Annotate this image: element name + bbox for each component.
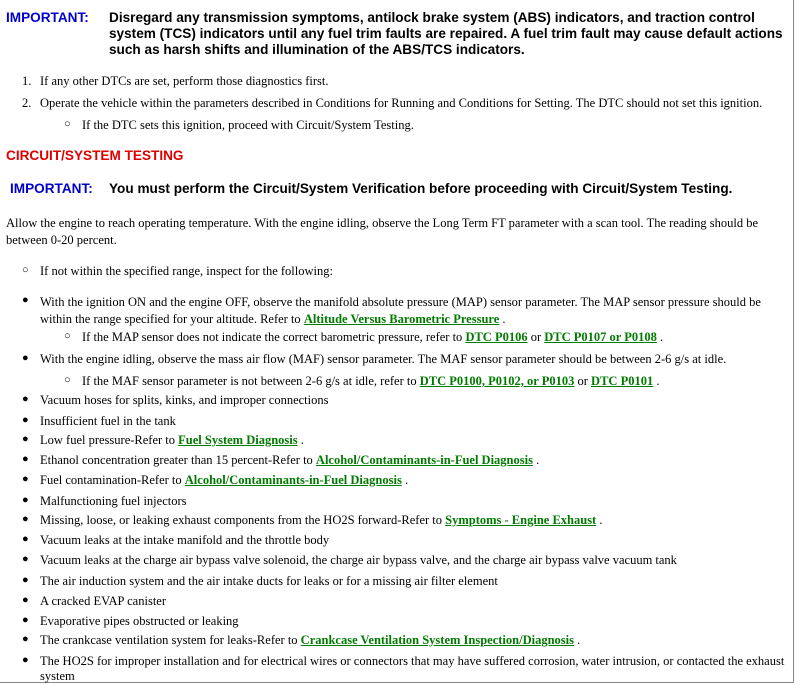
section-title: CIRCUIT/SYSTEM TESTING — [6, 148, 184, 163]
list-item-text: Evaporative pipes obstructed or leaking — [40, 614, 239, 628]
list-item-text: A cracked EVAP canister — [40, 594, 167, 608]
period: . — [660, 330, 664, 344]
link-crankcase-ventilation[interactable]: Crankcase Ventilation System Inspection/Diagnosis — [300, 633, 574, 647]
list-item-text: Malfunctioning fuel injectors — [40, 494, 187, 508]
range-note-text: If not within the specified range, inspect for the following: — [40, 264, 333, 278]
list-item-text: The air induction system and the air intake ducts for leaks or for a missing air filter element — [40, 574, 498, 588]
step-text: Operate the vehicle within the parameters described in Conditions for Running and Conditions for Setting. The DTC should not set this ignition. — [40, 96, 763, 110]
bullet-icon: ● — [22, 513, 29, 525]
map-text: With the ignition ON and the engine OFF, observe the manifold absolute pressure (MAP) sensor parameter. The MAP sensor pressure should be within the range specified for your altitude. Refer to — [40, 295, 761, 326]
text: If the MAF sensor parameter is not between 2-6 g/s at idle, refer to — [82, 374, 417, 388]
text: Low fuel pressure-Refer to — [40, 433, 176, 447]
bullet-icon: ● — [22, 453, 29, 465]
text: Missing, loose, or leaking exhaust components from the HO2S forward-Refer to — [40, 513, 443, 527]
bullet-icon: ● — [22, 553, 29, 565]
list-item-text — [40, 633, 580, 648]
link-dtc-p0100-p0102-p0103[interactable]: DTC P0100, P0102, or P0103 — [419, 374, 575, 388]
link-altitude-barometric[interactable]: Altitude Versus Barometric Pressure — [303, 312, 500, 326]
text: Ethanol concentration greater than 15 percent-Refer to — [40, 453, 313, 467]
bullet-icon: ● — [22, 654, 29, 666]
important-label: IMPORTANT: — [6, 10, 89, 25]
period: . — [599, 513, 603, 527]
text: If the MAP sensor does not indicate the correct barometric pressure, refer to — [82, 330, 463, 344]
important-text: Disregard any transmission symptoms, antilock brake system (ABS) indicators, and traction control system (TCS) indicators until any fuel trim faults are repaired. A fuel trim fault may cause default actions such as harsh shifts and illumination of the ABS/TCS indicators. — [109, 10, 783, 57]
list-item-text: With the engine idling, observe the mass air flow (MAF) sensor parameter. The MAF sensor parameter should be between 2-6 g/s at idle. — [40, 352, 727, 366]
list-item-text — [40, 453, 539, 468]
step-text: If any other DTCs are set, perform those diagnostics first. — [40, 74, 329, 88]
step-number: 2. — [22, 96, 32, 110]
step-number: 1. — [22, 74, 32, 88]
bullet-icon: ● — [22, 494, 29, 506]
link-dtc-p0106[interactable]: DTC P0106 — [465, 330, 528, 344]
list-item-text: The HO2S for improper installation and for electrical wires or connectors that may have suffered corrosion, water intrusion, or contacted the exhaust system — [40, 654, 785, 683]
bullet-icon: ● — [22, 393, 29, 405]
list-item-text: Vacuum hoses for splits, kinks, and improper connections — [40, 393, 329, 407]
list-item-text — [40, 294, 790, 328]
bullet-icon: ● — [22, 533, 29, 545]
bullet-icon: ● — [22, 352, 29, 364]
list-item-text — [40, 433, 304, 448]
step-sub-text: If the DTC sets this ignition, proceed with Circuit/System Testing. — [82, 118, 414, 132]
link-alcohol-contaminants[interactable]: Alcohol/Contaminants-in-Fuel Diagnosis — [184, 473, 402, 487]
period: . — [656, 374, 660, 388]
link-fuel-system-diagnosis[interactable]: Fuel System Diagnosis — [178, 433, 298, 447]
circle-bullet-icon: ○ — [64, 118, 71, 130]
important-note-1 — [6, 10, 796, 60]
important-text: You must perform the Circuit/System Verification before proceeding with Circuit/System Testing. — [109, 181, 733, 196]
or: or — [577, 374, 588, 388]
maf-sub-text — [82, 374, 659, 389]
bullet-icon: ● — [22, 574, 29, 586]
bullet-icon: ● — [22, 614, 29, 626]
link-symptoms-engine-exhaust[interactable]: Symptoms - Engine Exhaust — [445, 513, 597, 527]
map-sub-text — [82, 330, 663, 345]
list-item-text: Vacuum leaks at the charge air bypass valve solenoid, the charge air bypass valve, and the charge air bypass valve vacuum tank — [40, 553, 677, 567]
text: The crankcase ventilation system for leaks-Refer to — [40, 633, 298, 647]
link-dtc-p0107-p0108[interactable]: DTC P0107 or P0108 — [544, 330, 657, 344]
period: . — [404, 473, 409, 487]
link-dtc-p0101[interactable]: DTC P0101 — [591, 374, 654, 388]
list-item-text — [40, 473, 408, 488]
circle-bullet-icon: ○ — [64, 330, 71, 342]
period: . — [502, 312, 506, 326]
important-note-2 — [10, 181, 795, 199]
intro-paragraph: Allow the engine to reach operating temperature. With the engine idling, observe the Long Term FT parameter with a scan tool. The reading should be between 0-20 percent. — [6, 216, 758, 247]
period: . — [300, 433, 304, 447]
bullet-icon: ● — [22, 473, 29, 485]
bullet-icon: ● — [22, 414, 29, 426]
list-item-text — [40, 513, 602, 528]
bullet-icon: ● — [22, 433, 29, 445]
list-item-text: Vacuum leaks at the intake manifold and the throttle body — [40, 533, 330, 547]
or: or — [530, 330, 542, 344]
circle-bullet-icon: ○ — [22, 264, 29, 276]
link-alcohol-contaminants[interactable]: Alcohol/Contaminants-in-Fuel Diagnosis — [315, 453, 533, 467]
list-item-text: Insufficient fuel in the tank — [40, 414, 176, 428]
text: Fuel contamination-Refer to — [40, 473, 182, 487]
bullet-icon: ● — [22, 594, 29, 606]
period: . — [536, 453, 540, 467]
period: . — [577, 633, 581, 647]
bullet-icon: ● — [22, 633, 29, 645]
important-label: IMPORTANT: — [10, 181, 93, 196]
bullet-icon: ● — [22, 294, 29, 306]
circle-bullet-icon: ○ — [64, 374, 71, 386]
